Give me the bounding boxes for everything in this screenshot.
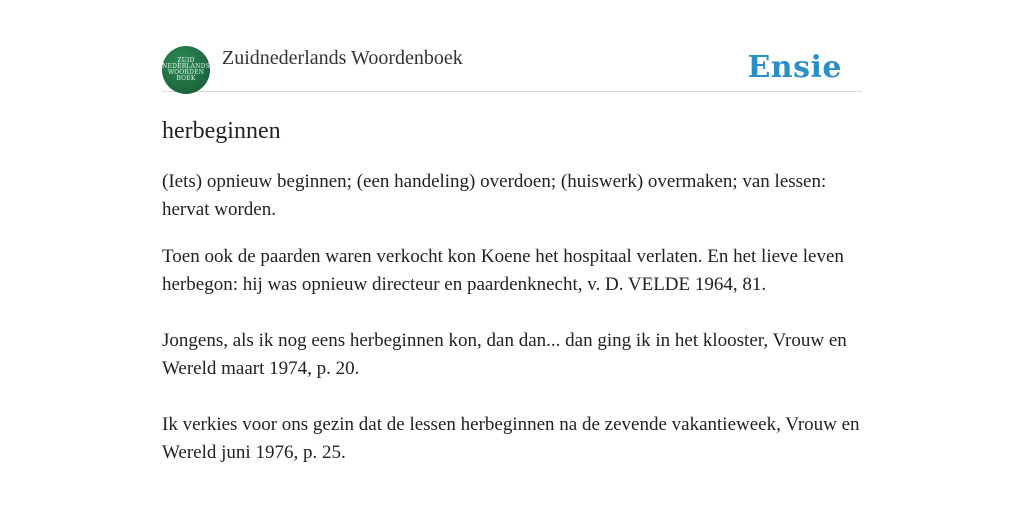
logo-line: BOEK (176, 75, 196, 82)
definition-text: (Iets) opnieuw beginnen; (een handeling) overdoen; (huiswerk) overmaken; van lessen: hervat worden. (162, 171, 827, 220)
page (162, 0, 862, 512)
logo-line: ZUID (177, 57, 195, 64)
example-quote: Ik verkies voor ons gezin dat de lessen herbeginnen na de zevende vakantieweek, Vrouw en Wereld juni 1976, p. 25. (162, 414, 860, 463)
dictionary-title-link[interactable]: Zuidnederlands Woordenboek (222, 47, 463, 69)
logo-line: NEDERLANDS (162, 63, 210, 70)
site-header (162, 44, 862, 92)
logo-line: WOORDEN (167, 69, 205, 76)
ensie-brand-logo[interactable]: Ensie (747, 50, 842, 85)
page-title: herbeginnen (162, 118, 281, 144)
example-quote: Jongens, als ik nog eens herbeginnen kon, dan dan... dan ging ik in het klooster, Vrouw en Wereld maart 1974, p. 20. (162, 330, 847, 379)
example-list (162, 243, 862, 495)
example-quote: Toen ook de paarden waren verkocht kon Koene het hospitaal verlaten. En het lieve leven herbegon: hij was opnieuw directeur en paardenknecht, v. D. VELDE 1964, 81. (162, 246, 844, 295)
dictionary-logo[interactable] (162, 46, 210, 94)
